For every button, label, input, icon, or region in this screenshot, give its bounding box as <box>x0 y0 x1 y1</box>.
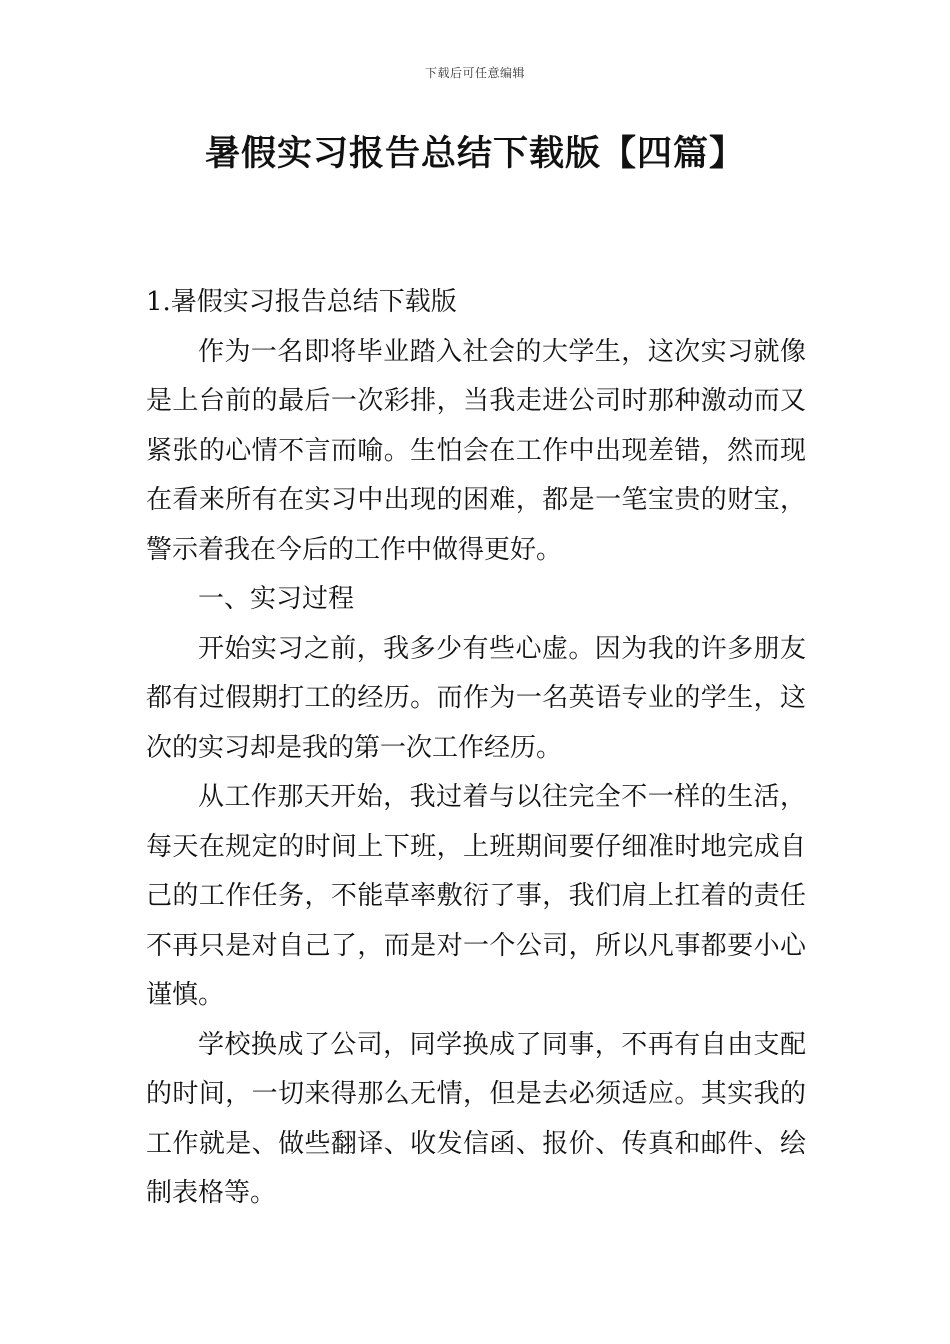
paragraph-intro: 作为一名即将毕业踏入社会的大学生，这次实习就像是上台前的最后一次彩排，当我走进公司时那种激动而又紧张的心情不言而喻。生怕会在工作中出现差错，然而现在看来所有在实习中出现的困难，都是一笔宝贵的财宝，警示着我在今后的工作中做得更好。 <box>146 336 806 565</box>
paragraph-before-internship: 开始实习之前，我多少有些心虚。因为我的许多朋友都有过假期打工的经历。而作为一名英语专业的学生，这次的实习却是我的第一次工作经历。 <box>146 633 806 763</box>
header-note: 下载后可任意编辑 <box>424 66 525 80</box>
document-body <box>146 278 806 1219</box>
paragraph-work-life: 从工作那天开始，我过着与以往完全不一样的生活，每天在规定的时间上下班，上班期间要仔细准时地完成自己的工作任务，不能草率敷衍了事，我们肩上扛着的责任不再只是对自己了，而是对一个公司，所以凡事都要小心谨慎。 <box>146 782 806 1010</box>
section-heading: 1.暑假实习报告总结下载版 <box>146 287 457 317</box>
document-title: 暑假实习报告总结下载版【四篇】 <box>204 134 745 174</box>
paragraph-school-to-company: 学校换成了公司，同学换成了同事，不再有自由支配的时间，一切来得那么无情，但是去必须适应。其实我的工作就是、做些翻译、收发信函、报价、传真和邮件、绘制表格等。 <box>146 1029 806 1208</box>
subheading-internship-process: 一、实习过程 <box>198 584 355 614</box>
